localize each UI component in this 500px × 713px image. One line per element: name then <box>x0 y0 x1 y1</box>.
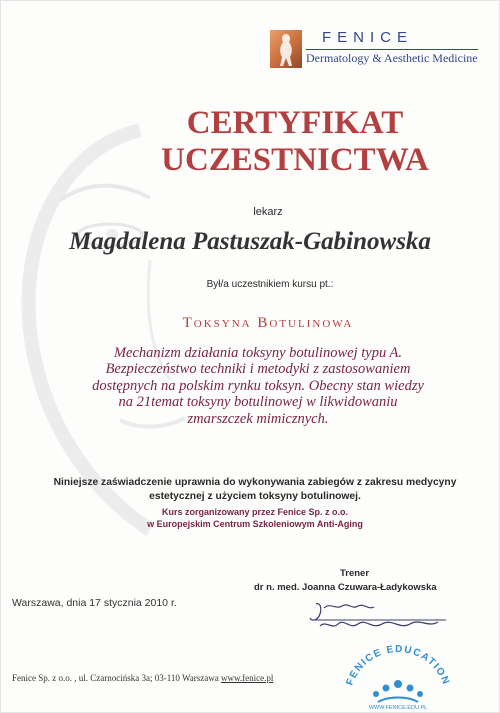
education-logo-text: FENICE EDUCATION <box>344 643 452 688</box>
fenice-figure-icon <box>270 30 302 68</box>
course-description <box>58 345 458 427</box>
organizer-line: Kurs zorganizowany przez Fenice Sp. z o.o. <box>161 507 349 517</box>
trainer-signature <box>296 596 456 634</box>
participation-statement: Był/a uczestnikiem kursu pt.: <box>206 279 334 290</box>
footer-address <box>12 673 273 683</box>
education-logo-url: WWW.FENICE.EDU.PL <box>368 705 428 710</box>
issue-date: Warszawa, dnia 17 stycznia 2010 r. <box>12 597 177 609</box>
authorization-line: Niniejsze zaświadczenie uprawnia do wykonywania zabiegów z zakresu medycyny <box>53 477 457 488</box>
footer-website-link[interactable]: www.fenice.pl <box>220 673 274 683</box>
organizer-statement <box>20 506 490 530</box>
fenice-logo <box>270 30 480 70</box>
participant-role: lekarz <box>253 206 283 218</box>
authorization-statement <box>20 476 490 504</box>
course-description-line: dostępnych na polskim rynku toksyn. Obecny stan wiedzy <box>92 377 424 394</box>
authorization-line: estetycznej z użyciem toksyny botulinowej. <box>149 491 361 502</box>
footer-address-text: Fenice Sp. z o.o. , ul. Czarnocińska 3a; 03-110 Warszawa <box>12 673 219 683</box>
logo-divider <box>306 49 478 50</box>
organizer-line: w Europejskim Centrum Szkoleniowym Anti-Aging <box>147 519 363 529</box>
certificate-title-line2: UCZESTNICTWA <box>161 142 429 178</box>
trainer-name: dr n. med. Joanna Czuwara-Ładykowska <box>254 582 437 593</box>
trainer-label: Trener <box>340 568 370 579</box>
fenice-education-logo <box>338 640 458 710</box>
logo-title: FENICE <box>322 29 414 46</box>
course-description-line: Bezpieczeństwo techniki i metodyki z zastosowaniem <box>105 361 411 378</box>
course-description-line: zmarszczek mimicznych. <box>187 410 329 427</box>
logo-subtitle: Dermatology & Aesthetic Medicine <box>306 51 478 65</box>
course-description-line: Mechanizm działania toksyny botulinowej typu A. <box>113 345 403 361</box>
course-description-line: na 21temat toksyny botulinowej w likwidowaniu <box>118 394 398 411</box>
participant-name: Magdalena Pastuszak-Gabinowska <box>69 228 431 255</box>
certificate-title-line1: CERTYFIKAT <box>186 105 404 141</box>
course-title: Toksyna Botulinowa <box>182 315 354 331</box>
